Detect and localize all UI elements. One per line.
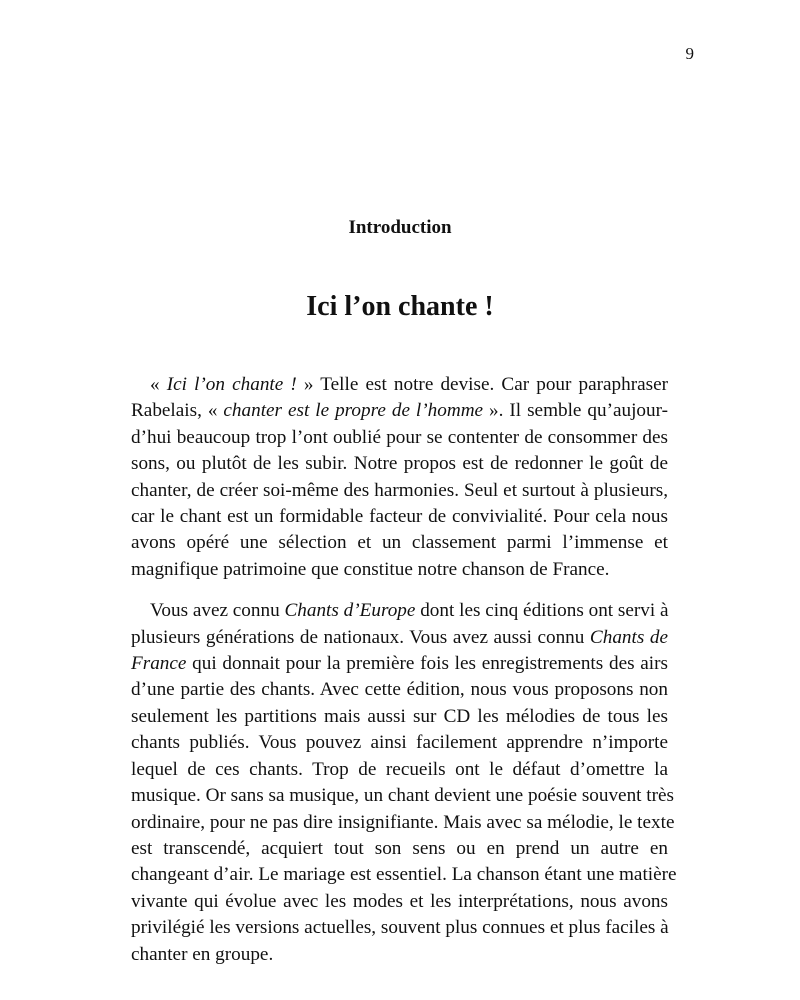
text-line [131, 372, 668, 398]
text-line: car le chant est un formidable facteur de convivialité. Pour cela nous [131, 506, 668, 528]
text-line: magnifique patrimoine que constitue notre chanson de France. [131, 558, 610, 580]
text-run: plusieurs générations de nationaux. Vous avez aussi connu [131, 626, 590, 648]
paragraph [131, 598, 677, 968]
text-line: chanter en groupe. [131, 943, 274, 965]
italic-quote: Ici l’on chante ! [166, 374, 297, 395]
text-run: Rabelais, « [131, 400, 224, 422]
page-number: 9 [685, 44, 694, 63]
body-text [131, 372, 677, 983]
italic-title: Chants de [589, 626, 668, 648]
text-line: est transcendé, acquiert tout son sens ou en prend un autre en [131, 837, 668, 859]
text-line: ordinaire, pour ne pas dire insignifiante. Mais avec sa mélodie, le texte [131, 811, 675, 833]
text-line [131, 625, 668, 651]
text-line: d’hui beaucoup trop l’ont oublié pour se contenter de consommer des [131, 426, 668, 448]
text-line: musique. Or sans sa musique, un chant devient une poésie souvent très [131, 785, 675, 807]
text-line: chants publiés. Vous pouvez ainsi facilement apprendre n’importe [131, 732, 668, 754]
text-run: dont les cinq éditions ont servi à [415, 600, 669, 622]
text-line [131, 651, 668, 677]
chapter-title: Ici l’on chante ! [306, 291, 494, 322]
text-line: chanter, de créer soi-même des harmonies. Seul et surtout à plusieurs, [131, 479, 668, 501]
text-run: « [150, 374, 167, 395]
text-line: lequel de ces chants. Trop de recueils ont le défaut d’omettre la [131, 758, 668, 780]
text-run: Vous avez connu [150, 600, 285, 622]
text-run: ». Il semble qu’aujour- [483, 400, 669, 422]
chapter-label: Introduction [348, 217, 452, 238]
text-line: d’une partie des chants. Avec cette édition, nous vous proposons non [131, 679, 668, 701]
italic-title: Chants d’Europe [284, 600, 416, 622]
paragraph [131, 372, 668, 583]
italic-quote: chanter est le propre de l’homme [223, 400, 484, 422]
text-line: changeant d’air. Le mariage est essentiel. La chanson étant une matière [131, 864, 677, 886]
text-line [131, 598, 668, 624]
text-line [131, 398, 668, 424]
text-line: privilégié les versions actuelles, souvent plus connues et plus faciles à [131, 917, 669, 939]
text-line: avons opéré une sélection et un classement parmi l’immense et [131, 532, 668, 554]
italic-title: France [131, 653, 187, 675]
text-run: qui donnait pour la première fois les enregistrements des airs [186, 653, 668, 675]
text-line: seulement les partitions mais aussi sur CD les mélodies de tous les [131, 705, 668, 727]
text-line: vivante qui évolue avec les modes et les interprétations, nous avons [131, 890, 668, 912]
text-line: sons, ou plutôt de les subir. Notre propos est de redonner le goût de [131, 453, 668, 475]
text-run: » Telle est notre devise. Car pour paraphraser [296, 374, 669, 395]
